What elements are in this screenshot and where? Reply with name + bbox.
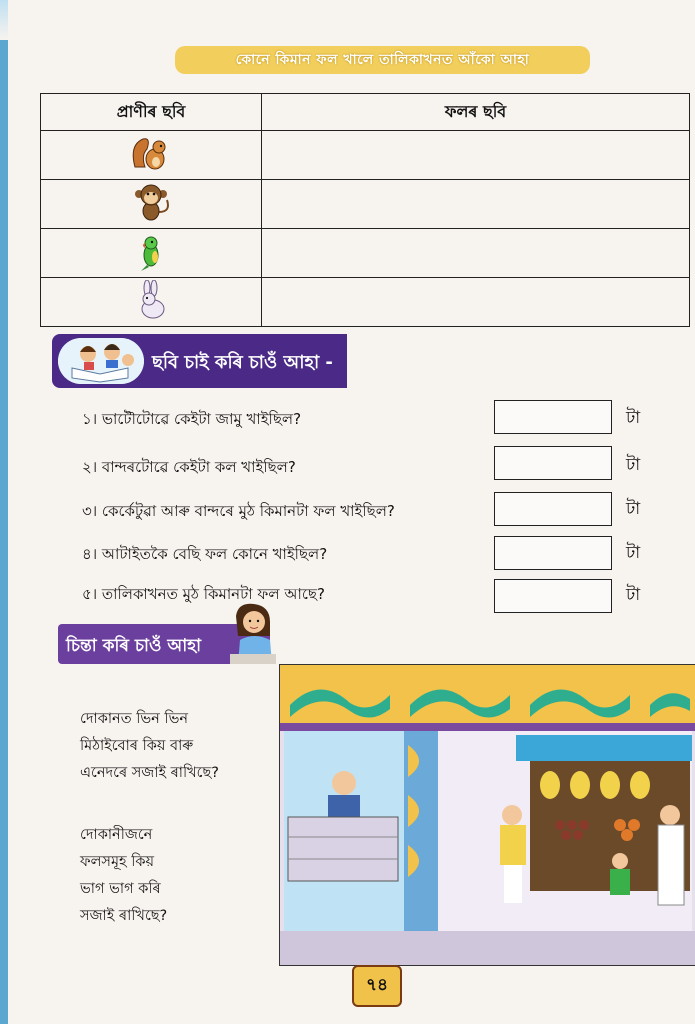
unit-label: টা: [626, 499, 641, 519]
section-think: [58, 624, 270, 664]
rabbit-icon: [129, 280, 173, 320]
fruit-cell-empty[interactable]: [262, 229, 690, 278]
question-1: ১। ভাটৌটোৱে কেইটা জামু খাইছিল?: [82, 410, 302, 428]
question-3: ৩। কেৰ্কেটুৱা আৰু বান্দৰে মুঠ কিমানটা ফল খাইছিল?: [82, 502, 395, 520]
table-row: [41, 131, 690, 180]
fruit-cell-empty[interactable]: [262, 131, 690, 180]
text-line: এনেদৰে সজাই ৰাখিছে?: [80, 765, 219, 781]
unit-label: টা: [626, 455, 641, 475]
answer-box-5[interactable]: [494, 579, 612, 613]
section-title: ছবি চাই কৰি চাওঁ আহা -: [152, 352, 333, 373]
squirrel-icon: [129, 133, 173, 173]
text-line: মিঠাইবোৰ কিয় বাৰু: [80, 738, 194, 754]
unit-label: টা: [626, 543, 641, 563]
answer-box-3[interactable]: [494, 492, 612, 526]
activity-banner: কোনে কিমান ফল খালে তালিকাখনত আঁকো আহা: [175, 46, 590, 74]
question-2: ২। বান্দৰটোৱে কেইটা কল খাইছিল?: [82, 458, 296, 476]
think-question-1: [80, 706, 219, 787]
header-fruit-picture: ফলৰ ছবি: [262, 94, 690, 131]
table-row: [41, 278, 690, 327]
unit-label: টা: [626, 585, 641, 605]
reading-children-icon: [58, 338, 144, 384]
text-line: ভাগ ভাগ কৰি: [80, 881, 161, 897]
header-animal-picture: প্ৰাণীৰ ছবি: [41, 94, 262, 131]
market-shop-illustration: [279, 664, 695, 966]
table-row: [41, 180, 690, 229]
think-question-2: [80, 822, 167, 930]
unit-label: টা: [626, 408, 641, 428]
question-4: ৪। আটাইতকৈ বেছি ফল কোনে খাইছিল?: [82, 545, 328, 563]
text-line: ফলসমূহ কিয়: [80, 854, 155, 870]
thinking-girl-icon: [230, 602, 276, 664]
page-number: ৭৪: [352, 965, 402, 1007]
monkey-icon: [129, 182, 173, 222]
text-line: দোকানীজনে: [80, 827, 153, 843]
answer-box-2[interactable]: [494, 446, 612, 480]
section-look-carefully: [52, 334, 347, 388]
question-5: ৫। তালিকাখনত মুঠ কিমানটা ফল আছে?: [82, 585, 325, 603]
text-line: দোকানত ভিন ভিন: [80, 711, 189, 727]
fruit-cell-empty[interactable]: [262, 278, 690, 327]
fruit-cell-empty[interactable]: [262, 180, 690, 229]
fruit-tally-table: [40, 93, 690, 327]
answer-box-4[interactable]: [494, 536, 612, 570]
parrot-icon: [129, 231, 173, 271]
section-title: চিন্তা কৰি চাওঁ আহা: [66, 636, 202, 656]
table-row: [41, 229, 690, 278]
answer-box-1[interactable]: [494, 400, 612, 434]
text-line: সজাই ৰাখিছে?: [80, 908, 168, 924]
